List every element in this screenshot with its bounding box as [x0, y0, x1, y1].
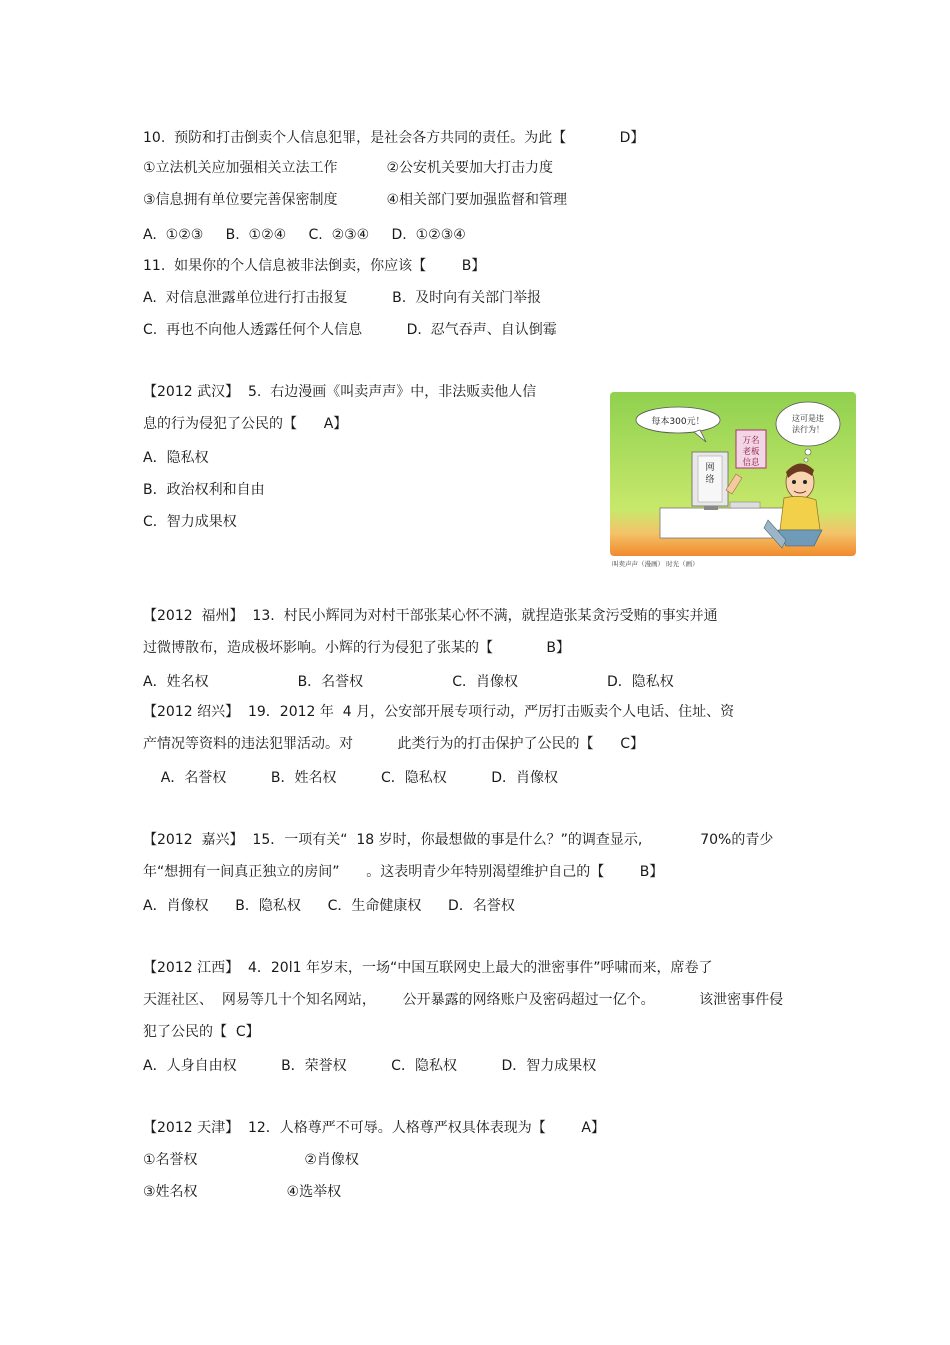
- jiangxi-question-stem-3: 犯了公民的【 C】: [143, 1024, 260, 1040]
- jiaxing-options: A．肖像权 B．隐私权 C．生命健康权 D．名誉权: [143, 898, 515, 914]
- question-10-options: A. ①②③ B. ①②④ C. ②③④ D. ①②③④: [143, 227, 466, 243]
- cartoon-monitor-1: 网: [705, 463, 715, 473]
- fuzhou-options: A．姓名权 B．名誉权 C．肖像权 D．隐私权: [143, 674, 674, 690]
- question-10-statements-1: ①立法机关应加强相关立法工作 ②公安机关要加大打击力度: [143, 160, 554, 176]
- wuhan-question-stem-2: 息的行为侵犯了公民的【 A】: [143, 416, 348, 432]
- wuhan-question-stem-1: 【2012 武汉】 5. 右边漫画《叫卖声声》中，非法贩卖他人信: [143, 384, 537, 400]
- fuzhou-question-stem-1: 【2012 福州】 13. 村民小辉同为对村干部张某心怀不满，就捏造张某贪污受贿的事实并通: [143, 608, 718, 624]
- tianjin-statements-1: ①名誉权 ②肖像权: [143, 1152, 359, 1168]
- jiangxi-question-stem-1: 【2012 江西】 4．20l1 年岁末，一场“中国互联网史上最大的泄密事件”呼啸而来，席卷了: [143, 960, 713, 976]
- fuzhou-question-stem-2: 过微博散布，造成极坏影响。小辉的行为侵犯了张某的【 B】: [143, 640, 571, 656]
- cartoon-illustration: [608, 390, 858, 570]
- cartoon-book-3: 信息: [742, 458, 760, 468]
- cartoon-monitor-2: 络: [705, 475, 715, 485]
- cartoon-bubble-left: 每本300元！: [651, 417, 705, 427]
- jiangxi-options: A．人身自由权 B．荣誉权 C．隐私权 D．智力成果权: [143, 1058, 597, 1074]
- cartoon-book-1: 万名: [742, 436, 760, 446]
- wuhan-option-a: A．隐私权: [143, 450, 209, 466]
- cartoon-bubble-right-1: 这可是违: [792, 414, 824, 423]
- question-11-stem: 11. 如果你的个人信息被非法倒卖，你应该【 B】: [143, 258, 486, 274]
- cartoon-bubble-right-2: 法行为！: [792, 425, 824, 434]
- tianjin-statements-2: ③姓名权 ④选举权: [143, 1184, 342, 1200]
- shaoxing-question-stem-1: 【2012 绍兴】 19．2012 年 4 月，公安部开展专项行动，严厉打击贩卖个人电话、住址、资: [143, 704, 735, 720]
- question-10-stem: 10. 预防和打击倒卖个人信息犯罪，是社会各方共同的责任。为此【 D】: [143, 130, 645, 146]
- jiaxing-question-stem-2: 年“想拥有一间真正独立的房间” 。这表明青少年特别渴望维护自己的【 B】: [143, 864, 664, 880]
- question-11-options-1: A. 对信息泄露单位进行打击报复 B. 及时向有关部门举报: [143, 290, 542, 306]
- jiaxing-question-stem-1: 【2012 嘉兴】 15．一项有关“ 18 岁时，你最想做的事是什么？”的调查显示, 70%的青少: [143, 832, 774, 848]
- tianjin-question-stem: 【2012 天津】 12．人格尊严不可辱。人格尊严权具体表现为【 A】: [143, 1120, 605, 1136]
- wuhan-option-c: C．智力成果权: [143, 514, 237, 530]
- cartoon-caption: 叫卖声声（漫画） 时光（画）: [612, 560, 699, 568]
- question-11-options-2: C. 再也不向他人透露任何个人信息 D. 忍气吞声、自认倒霉: [143, 322, 557, 338]
- jiangxi-question-stem-2: 天涯社区、 网易等几十个知名网站， 公开暴露的网络账户及密码超过一亿个。 该泄密事件侵: [143, 992, 784, 1008]
- shaoxing-question-stem-2: 产情况等资料的违法犯罪活动。对 此类行为的打击保护了公民的【 C】: [143, 736, 644, 752]
- wuhan-option-b: B．政治权利和自由: [143, 482, 265, 498]
- question-10-statements-2: ③信息拥有单位要完善保密制度 ④相关部门要加强监督和管理: [143, 192, 568, 208]
- shaoxing-options: A．名誉权 B．姓名权 C．隐私权 D．肖像权: [143, 770, 559, 786]
- cartoon-book-2: 老板: [742, 447, 760, 457]
